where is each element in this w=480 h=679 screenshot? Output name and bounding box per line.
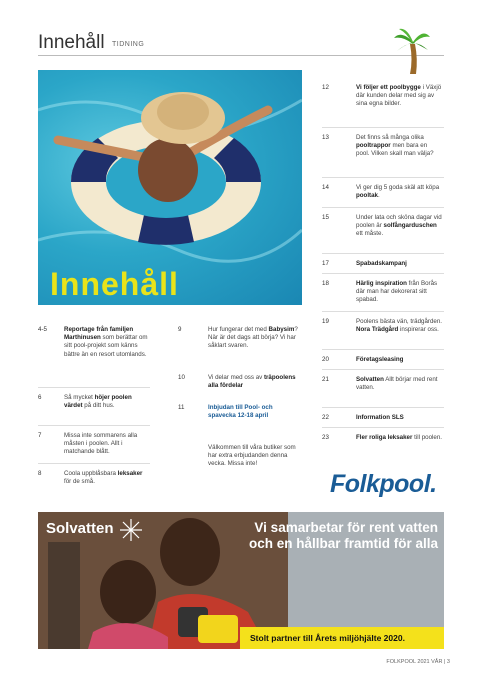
folkpool-logo: Folkpool. bbox=[330, 470, 437, 498]
toc-highlight: Vi följer ett poolbygge bbox=[356, 84, 421, 91]
toc-page-number: 8 bbox=[38, 470, 42, 477]
toc-text: som berättar om sitt pool-projekt som känns bättre än en resort utomlands. bbox=[64, 334, 148, 358]
toc-description bbox=[356, 260, 442, 268]
toc-text: Missa inte sommarens alla måsten i poolen. Allt i matchande blått. bbox=[64, 432, 138, 456]
toc-text: för de små. bbox=[64, 478, 95, 486]
toc-description bbox=[356, 434, 442, 442]
ad-tagline: Stolt partner till Årets miljöhjälte 2020. bbox=[250, 633, 405, 643]
toc-page-number: 19 bbox=[322, 318, 329, 325]
toc-highlight: pooltak bbox=[356, 192, 379, 200]
toc-divider bbox=[322, 253, 444, 254]
toc-divider bbox=[38, 387, 150, 388]
toc-description bbox=[356, 184, 442, 200]
toc-text: på ditt hus. bbox=[82, 402, 115, 410]
toc-divider bbox=[322, 273, 444, 274]
toc-page-number: 20 bbox=[322, 356, 329, 363]
toc-highlight: Spabadskampanj bbox=[356, 260, 407, 267]
ad-banner bbox=[240, 627, 444, 649]
toc-description bbox=[64, 326, 150, 359]
toc-text: Vi ger dig 5 goda skäl att köpa bbox=[356, 184, 440, 191]
toc-highlight: Inbjudan till Pool- och spavecka 12-18 april bbox=[208, 404, 273, 420]
toc-page-number: 9 bbox=[178, 326, 182, 333]
toc-description bbox=[356, 134, 442, 159]
toc-highlight: pooltrappor bbox=[356, 142, 391, 150]
toc-page-number: 7 bbox=[38, 432, 42, 439]
toc-text: från Borås där man har dekorerat sitt spabad. bbox=[356, 280, 438, 304]
toc-divider bbox=[322, 207, 444, 208]
page-subtitle: TIDNING bbox=[112, 41, 145, 48]
toc-description bbox=[208, 444, 298, 469]
toc-text: inspirerar oss. bbox=[398, 326, 439, 334]
toc-text: Det finns så många olika bbox=[356, 134, 424, 141]
toc-page-number: 12 bbox=[322, 84, 329, 91]
toc-divider bbox=[38, 463, 150, 464]
toc-description bbox=[64, 432, 150, 457]
toc-divider bbox=[322, 349, 444, 350]
toc-page-number: 14 bbox=[322, 184, 329, 191]
toc-description bbox=[208, 374, 298, 390]
page-title: Innehåll bbox=[38, 32, 105, 53]
toc-highlight: Företagsleasing bbox=[356, 356, 404, 363]
toc-page-number: 13 bbox=[322, 134, 329, 141]
toc-highlight: solfångarduschen bbox=[383, 222, 437, 230]
toc-page-number: 18 bbox=[322, 280, 329, 287]
toc-highlight: Nora Trädgård bbox=[356, 326, 399, 334]
toc-divider bbox=[322, 427, 444, 428]
toc-description bbox=[64, 394, 150, 410]
solvatten-ad bbox=[38, 512, 444, 649]
toc-highlight: Härlig inspiration bbox=[356, 280, 407, 287]
toc-text: i Växjö där kunden delar med sig av sina egna bilder. bbox=[356, 84, 442, 108]
toc-description bbox=[356, 414, 442, 422]
toc-page-number: 10 bbox=[178, 374, 185, 381]
toc-page-number: 21 bbox=[322, 376, 329, 383]
toc-column-2 bbox=[178, 326, 300, 496]
toc-description bbox=[356, 356, 442, 364]
toc-divider bbox=[322, 369, 444, 370]
solvatten-logo: Solvatten bbox=[46, 520, 114, 537]
toc-highlight: höjer poolen värdet bbox=[64, 394, 132, 410]
toc-highlight: leksaker bbox=[117, 470, 143, 477]
toc-divider bbox=[322, 407, 444, 408]
toc-text: men bara en pool. Vilken skall man välja? bbox=[356, 142, 434, 158]
toc-text: . bbox=[378, 192, 380, 200]
toc-highlight: Fler roliga leksaker bbox=[356, 434, 413, 441]
sparkle-icon bbox=[118, 517, 144, 543]
toc-description bbox=[64, 470, 150, 486]
page-header bbox=[38, 32, 444, 56]
page-footer: FOLKPOOL 2021 VÅR | 3 bbox=[386, 659, 450, 665]
hero-heading: Innehåll bbox=[50, 266, 179, 302]
toc-text: till poolen. bbox=[412, 434, 443, 441]
toc-highlight: träpoolens alla fördelar bbox=[208, 374, 296, 390]
toc-page-number: 11 bbox=[178, 404, 185, 411]
toc-text: Välkommen till våra butiker som har extra erbjudanden denna vecka. Missa inte! bbox=[208, 444, 296, 468]
toc-page-number: 15 bbox=[322, 214, 329, 221]
toc-text: Poolens bästa vän, trädgården. bbox=[356, 318, 442, 325]
toc-divider bbox=[322, 177, 444, 178]
ad-headline: Vi samarbetar för rent vatten och en hållbar framtid för alla bbox=[248, 520, 438, 551]
toc-description bbox=[208, 326, 298, 351]
toc-text: ? När är det dags att börja? Vi har såklart svaren. bbox=[208, 326, 298, 350]
toc-divider bbox=[322, 127, 444, 128]
toc-highlight: Information SLS bbox=[356, 414, 404, 421]
toc-description bbox=[208, 404, 298, 420]
toc-text: Coola uppblåsbara bbox=[64, 470, 118, 477]
toc-page-number: 23 bbox=[322, 434, 329, 441]
toc-text: ett måste. bbox=[356, 230, 384, 238]
toc-description bbox=[356, 214, 442, 239]
toc-description bbox=[356, 376, 442, 392]
toc-description bbox=[356, 84, 442, 109]
toc-page-number: 17 bbox=[322, 260, 329, 267]
toc-highlight: Babysim bbox=[268, 326, 295, 333]
toc-column-3 bbox=[322, 84, 444, 464]
palm-tree-icon bbox=[393, 26, 431, 76]
toc-description bbox=[356, 318, 442, 334]
toc-text: Så mycket bbox=[64, 394, 95, 401]
toc-text: Under lata och sköna dagar vid poolen är bbox=[356, 214, 442, 230]
hero-image bbox=[38, 70, 302, 305]
toc-divider bbox=[322, 311, 444, 312]
toc-column-1 bbox=[38, 326, 150, 496]
toc-page-number: 6 bbox=[38, 394, 42, 401]
toc-divider bbox=[38, 425, 150, 426]
toc-text: Hur fungerar det med bbox=[208, 326, 269, 333]
toc-text: Allt börjar med rent vatten. bbox=[356, 376, 438, 392]
toc-page-number: 22 bbox=[322, 414, 329, 421]
toc-description bbox=[356, 280, 442, 305]
toc-highlight: Reportage från familjen Marthinusen bbox=[64, 326, 134, 342]
toc-highlight: Solvatten bbox=[356, 376, 384, 383]
toc-page-number: 4-5 bbox=[38, 326, 47, 333]
toc-text: Vi delar med oss av bbox=[208, 374, 264, 381]
